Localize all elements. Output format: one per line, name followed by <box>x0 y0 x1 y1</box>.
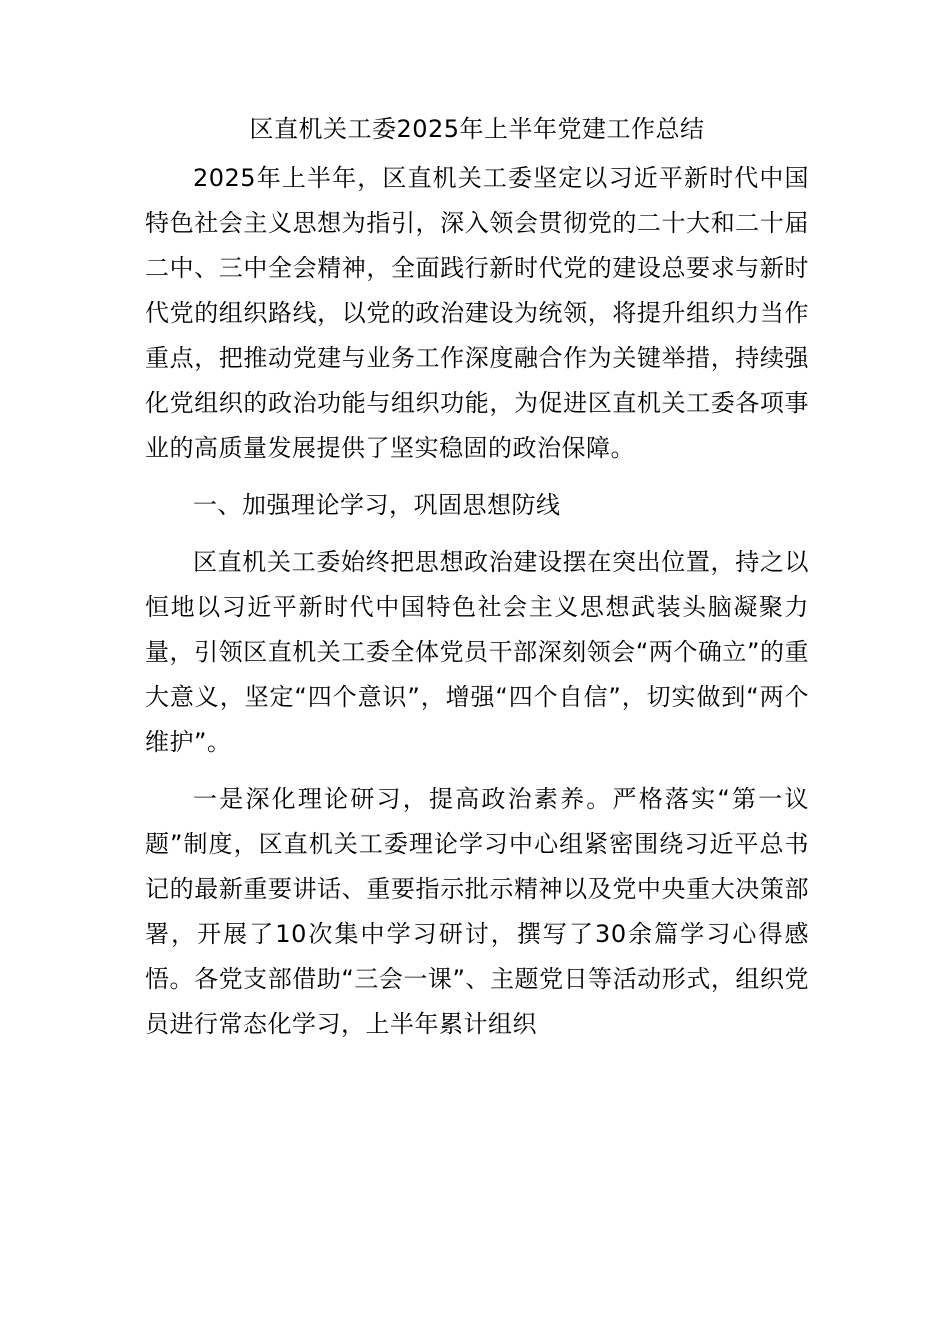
paragraph-section-1: 区直机关工委始终把思想政治建设摆在突出位置，持之以恒地以习近平新时代中国特色社会主义思想武装头脑凝聚力量，引领区直机关工委全体党员干部深刻领会“两个确立”的重大意义，坚定“四个意识”，增强“四个自信”，切实做到“两个维护”。 <box>145 548 809 756</box>
document-title: 区直机关工委2025年上半年党建工作总结 <box>249 115 705 143</box>
document-body <box>145 108 809 1047</box>
paragraph-item-1: 一是深化理论研习，提高政治素养。严格落实“第一议题”制度，区直机关工委理论学习中心组紧密围绕习近平总书记的最新重要讲话、重要指示批示精神以及党中央重大决策部署，开展了10次集中学习研讨，撰写了30余篇学习心得感悟。各党支部借助“三会一课”、主题党日等活动形式，组织党员进行常态化学习，上半年累计组织 <box>145 785 809 1038</box>
paragraph-intro: 2025年上半年，区直机关工委坚定以习近平新时代中国特色社会主义思想为指引，深入领会贯彻党的二十大和二十届二中、三中全会精神，全面践行新时代党的建设总要求与新时代党的组织路线，以党的政治建设为统领，将提升组织力当作重点，把推动党建与业务工作深度融合作为关键举措，持续强化党组织的政治功能与组织功能，为促进区直机关工委各项事业的高质量发展提供了坚实稳固的政治保障。 <box>145 164 809 462</box>
section-heading-1: 一、加强理论学习，巩固思想防线 <box>193 491 561 519</box>
